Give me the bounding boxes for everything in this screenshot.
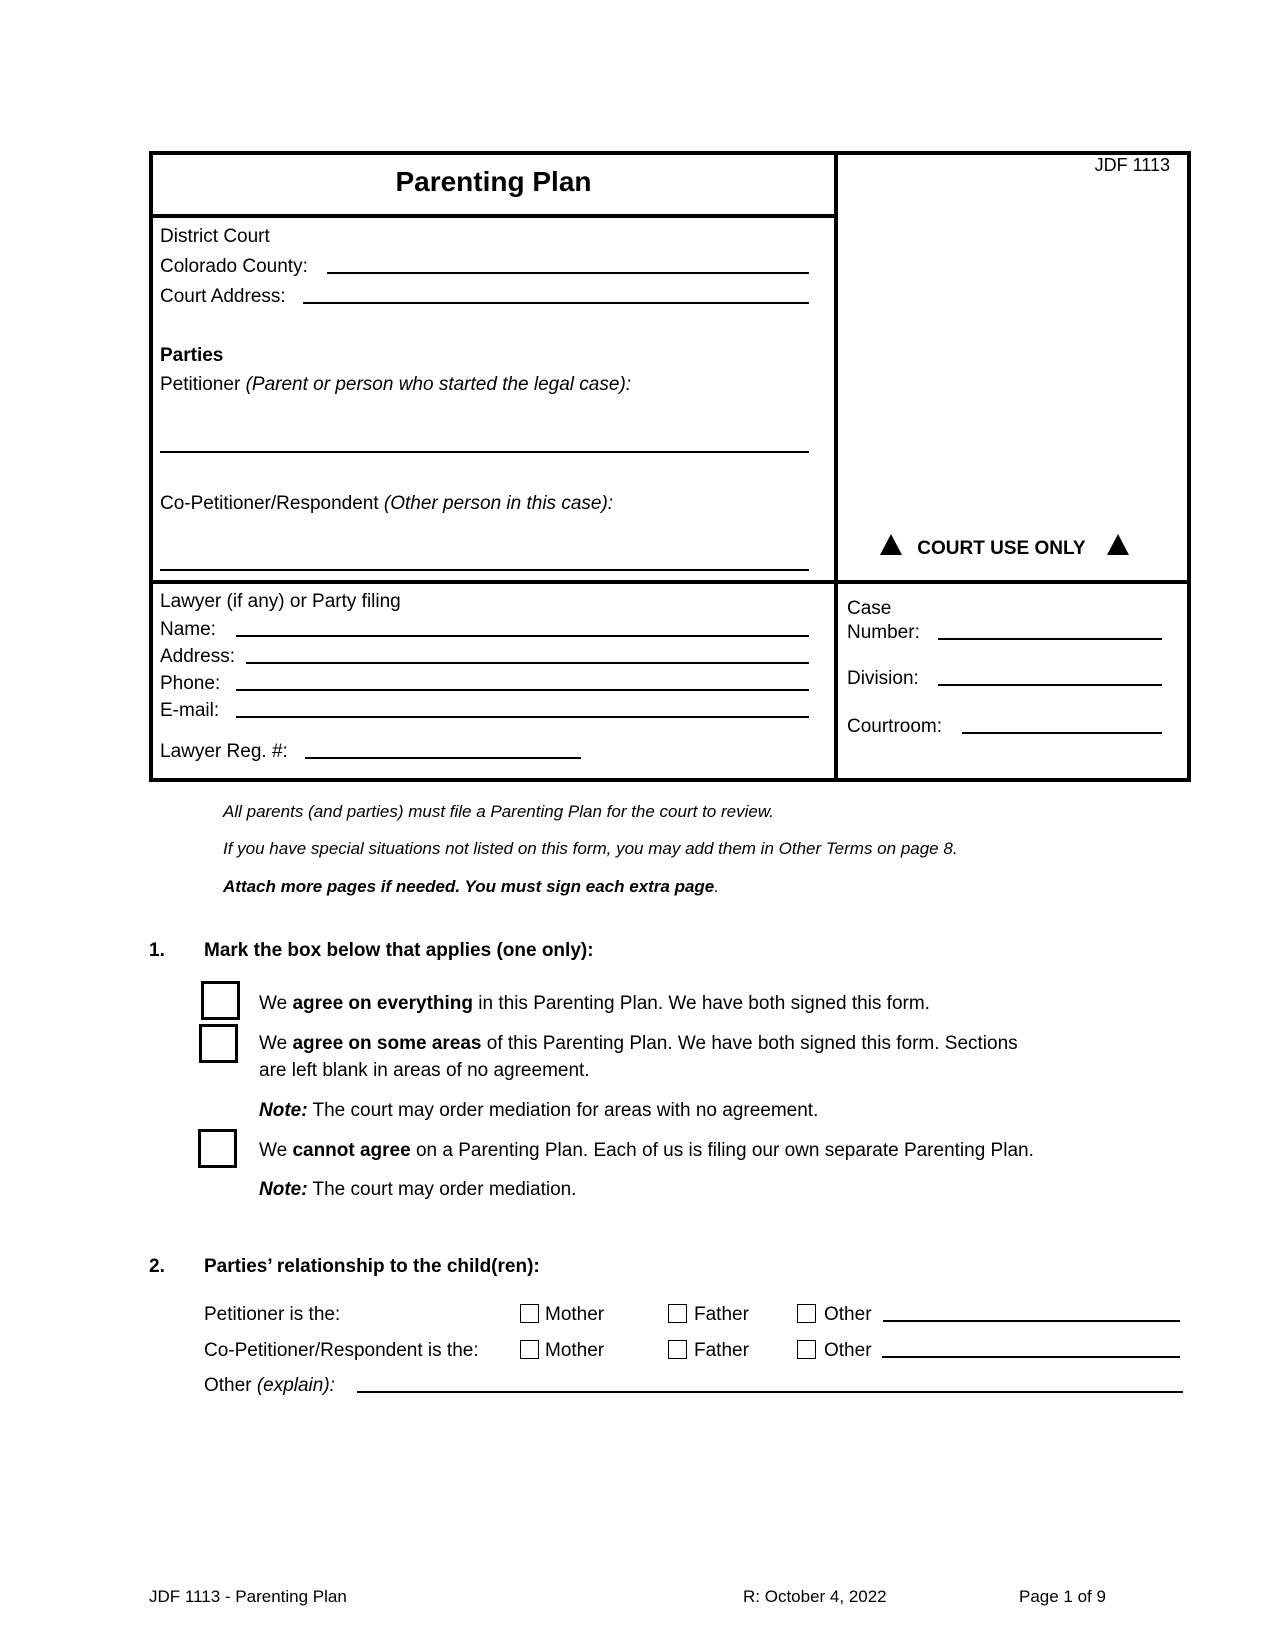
petitioner-mother-label: Mother — [545, 1304, 605, 1325]
agree-everything-text: We agree on everything in this Parenting Plan. We have both signed this form. — [259, 993, 930, 1014]
county-field[interactable] — [327, 272, 809, 274]
caption-table — [149, 151, 1191, 782]
section-2-heading: Parties’ relationship to the child(ren): — [204, 1256, 540, 1277]
county-label: Colorado County: — [160, 256, 308, 277]
respondent-field[interactable] — [160, 569, 809, 571]
lawyer-reg-field[interactable] — [305, 757, 581, 759]
case-number-field[interactable] — [938, 638, 1162, 640]
parties-heading: Parties — [160, 345, 224, 366]
filer-email-field[interactable] — [236, 716, 809, 718]
case-number-label: Number: — [847, 622, 920, 643]
petitioner-father-label: Father — [694, 1304, 749, 1325]
filer-phone-label: Phone: — [160, 673, 221, 694]
agree-some-text-line2: are left blank in areas of no agreement. — [259, 1060, 590, 1081]
section-1-heading: Mark the box below that applies (one only): — [204, 940, 594, 961]
caption-column-divider — [834, 151, 838, 778]
lawyer-reg-label: Lawyer Reg. #: — [160, 741, 288, 762]
footer-form-name: JDF 1113 - Parenting Plan — [149, 1587, 347, 1606]
filer-heading: Lawyer (if any) or Party filing — [160, 591, 401, 612]
petitioner-other-field[interactable] — [883, 1320, 1180, 1322]
court-name: District Court — [160, 226, 270, 247]
petitioner-relationship-label: Petitioner is the: — [204, 1304, 341, 1325]
cannot-agree-checkbox[interactable] — [198, 1129, 237, 1168]
section-1-number: 1. — [149, 940, 165, 961]
court-address-field[interactable] — [303, 302, 809, 304]
up-triangle-icon — [880, 534, 902, 555]
footer-revision: R: October 4, 2022 — [743, 1587, 887, 1606]
other-explain-label: Other (explain): — [204, 1375, 335, 1396]
footer-page-number: Page 1 of 9 — [1019, 1587, 1106, 1606]
filer-name-label: Name: — [160, 619, 216, 640]
filer-address-label: Address: — [160, 646, 235, 667]
petitioner-other-label: Other — [824, 1304, 872, 1325]
division-field[interactable] — [938, 684, 1162, 686]
courtroom-label: Courtroom: — [847, 716, 943, 737]
respondent-other-checkbox[interactable] — [797, 1340, 816, 1359]
form-title: Parenting Plan — [395, 166, 592, 197]
court-use-only: COURT USE ONLY — [880, 534, 1129, 558]
court-address-label: Court Address: — [160, 286, 286, 307]
petitioner-other-checkbox[interactable] — [797, 1304, 816, 1323]
respondent-relationship-label: Co-Petitioner/Respondent is the: — [204, 1340, 479, 1361]
respondent-label: Co-Petitioner/Respondent (Other person in this case): — [160, 493, 614, 514]
note-1: Note: The court may order mediation for areas with no agreement. — [259, 1100, 819, 1121]
title-row-divider — [149, 214, 838, 218]
petitioner-father-checkbox[interactable] — [668, 1304, 687, 1323]
petitioner-field[interactable] — [160, 451, 809, 453]
respondent-mother-label: Mother — [545, 1340, 605, 1361]
courtroom-field[interactable] — [962, 732, 1162, 734]
agree-some-checkbox[interactable] — [199, 1024, 238, 1063]
note-2: Note: The court may order mediation. — [259, 1179, 577, 1200]
petitioner-mother-checkbox[interactable] — [520, 1304, 539, 1323]
other-explain-field[interactable] — [357, 1391, 1183, 1393]
respondent-father-label: Father — [694, 1340, 749, 1361]
division-label: Division: — [847, 668, 919, 689]
up-triangle-icon — [1107, 534, 1129, 555]
instruction-line-1: All parents (and parties) must file a Parenting Plan for the court to review. — [223, 802, 774, 821]
filer-address-field[interactable] — [246, 662, 809, 664]
agree-some-text: We agree on some areas of this Parenting Plan. We have both signed this form. Sections — [259, 1033, 1018, 1054]
respondent-father-checkbox[interactable] — [668, 1340, 687, 1359]
instruction-line-2: If you have special situations not listed on this form, you may add them in Other Terms on page 8. — [223, 839, 958, 858]
form-code: JDF 1113 — [1094, 155, 1170, 175]
agree-everything-checkbox[interactable] — [201, 981, 240, 1020]
respondent-other-label: Other — [824, 1340, 872, 1361]
section-2-number: 2. — [149, 1256, 165, 1277]
lower-row-divider — [149, 580, 1187, 584]
case-label: Case — [847, 598, 892, 619]
cannot-agree-text: We cannot agree on a Parenting Plan. Each of us is filing our own separate Parenting Plan. — [259, 1140, 1034, 1161]
petitioner-label: Petitioner (Parent or person who started the legal case): — [160, 374, 632, 395]
filer-email-label: E-mail: — [160, 700, 220, 721]
filer-name-field[interactable] — [236, 635, 809, 637]
instruction-line-3: Attach more pages if needed. You must sign each extra page. — [223, 877, 719, 896]
respondent-other-field[interactable] — [882, 1356, 1180, 1358]
respondent-mother-checkbox[interactable] — [520, 1340, 539, 1359]
filer-phone-field[interactable] — [236, 689, 809, 691]
